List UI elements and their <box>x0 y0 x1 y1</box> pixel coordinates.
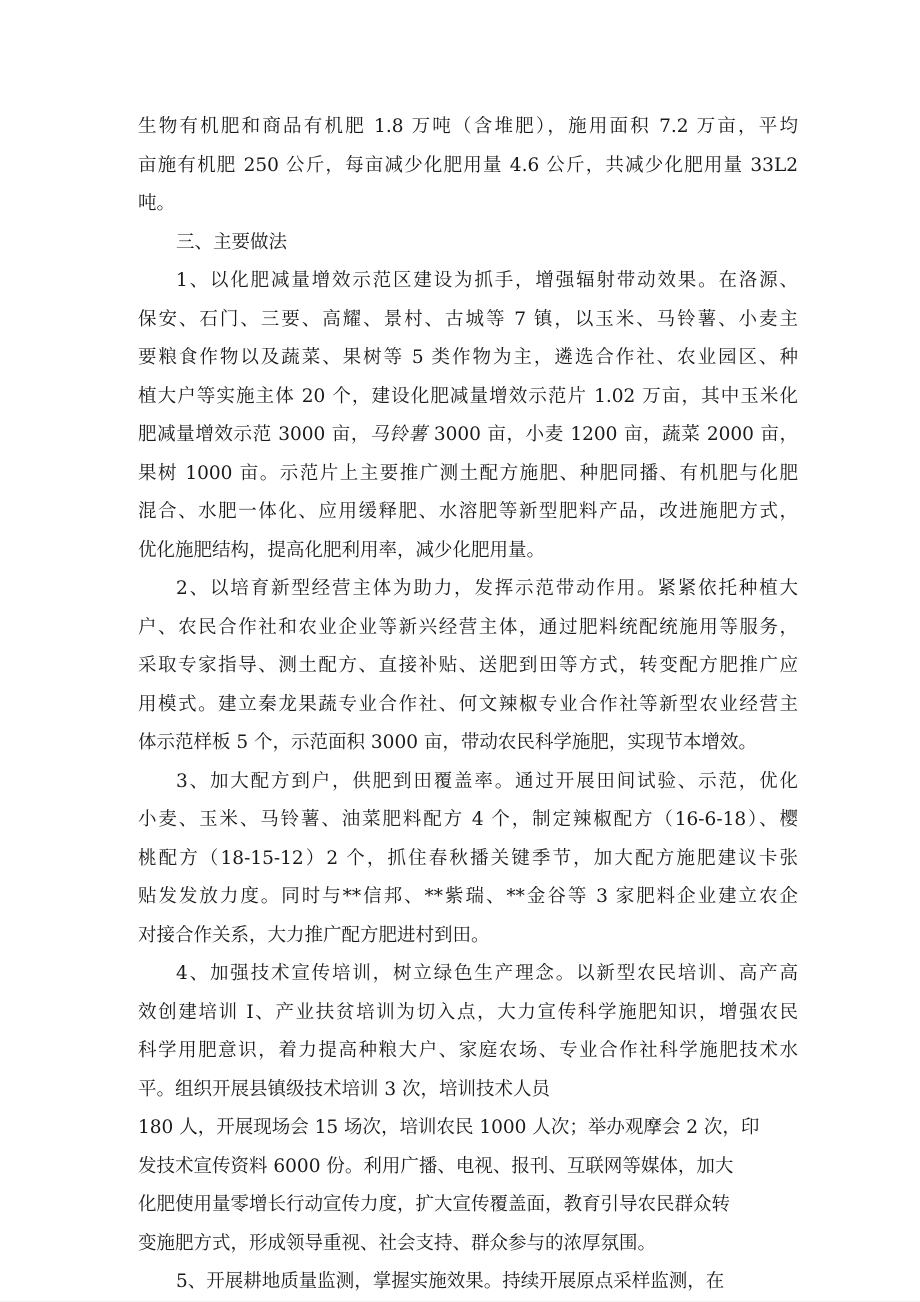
item3-paragraph <box>138 763 798 956</box>
text-segment: 肥减量增效示范 3000 亩， <box>138 424 371 445</box>
text-line: 混合、水肥一体化、应用缓释肥、水溶肥等新型肥料产品，改进施肥方式， <box>138 501 798 522</box>
document-body <box>138 108 798 1302</box>
text-line: 1、以化肥减量增效示范区建设为抓手，增强辐射带动效果。在洛源、 <box>176 270 798 291</box>
text-line: 3、加大配方到户，供肥到田覆盖率。通过开展田间试验、示范，优化 <box>176 770 798 792</box>
item5-paragraph <box>138 1263 798 1302</box>
item4-paragraph <box>138 955 798 1263</box>
text-line: 用模式。建立秦龙果蔬专业合作社、何文辣椒专业合作社等新型农业经营主 <box>138 693 798 715</box>
text-line: 户、农民合作社和农业企业等新兴经营主体，通过肥料统配统施用等服务， <box>138 616 798 638</box>
intro-paragraph <box>138 108 798 224</box>
text-line: 效创建培训 I、产业扶贫培训为切入点，大力宣传科学施肥知识，增强农民 <box>138 1001 798 1023</box>
text-line: 180 人，开展现场会 15 场次，培训农民 1000 人次；举办观摩会 2 次，印 <box>138 1117 760 1138</box>
italic-text-segment: 马铃薯 <box>370 424 428 445</box>
text-line: 对接合作关系，大力推广配方肥进村到田。 <box>138 924 490 946</box>
text-line: 化肥使用量零增长行动宣传力度，扩大宣传覆盖面，教育引导农民群众转 <box>138 1194 731 1215</box>
text-line: 果树 1000 亩。示范片上主要推广测土配方施肥、种肥同播、有机肥与化肥 <box>138 462 798 484</box>
text-line: 生物有机肥和商品有机肥 1.8 万吨（含堆肥），施用面积 7.2 万亩，平均 <box>138 116 798 137</box>
text-line: 植大户等实施主体 20 个，建设化肥减量增效示范片 1.02 万亩，其中玉米化 <box>138 385 798 407</box>
section-heading: 三、主要做法 <box>176 231 288 253</box>
text-line: 2、以培育新型经营主体为助力，发挥示范带动作用。紧紧依托种植大 <box>176 578 798 599</box>
text-line: 亩施有机肥 250 公斤，每亩减少化肥用量 4.6 公斤，共减少化肥用量 33L2 <box>138 154 798 176</box>
text-segment: 3000 亩，小麦 1200 亩，蔬菜 2000 亩， <box>427 424 798 445</box>
text-line: 保安、石门、三要、高耀、景村、古城等 7 镇，以玉米、马铃薯、小麦主 <box>138 308 798 330</box>
text-line: 变施肥方式，形成领导重视、社会支持、群众参与的浓厚氛围。 <box>138 1232 657 1254</box>
text-line: 科学用肥意识，着力提高种粮大户、家庭农场、专业合作社科学施肥技术水 <box>138 1040 798 1061</box>
text-line: 小麦、玉米、马铃薯、油菜肥料配方 4 个，制定辣椒配方（16-6-18）、樱 <box>138 809 798 830</box>
text-line: 吨。 <box>138 193 176 214</box>
text-line: 要粮食作物以及蔬菜、果树等 5 类作物为主，遴选合作社、农业园区、种 <box>138 347 798 368</box>
text-line: 贴发发放力度。同时与**信邦、**紫瑞、**金谷等 3 家肥料企业建立农企 <box>138 886 798 907</box>
text-line <box>138 416 798 455</box>
text-line: 4、加强技术宣传培训，树立绿色生产理念。以新型农民培训、高产高 <box>176 963 798 984</box>
item1-paragraph <box>138 262 798 570</box>
text-line: 体示范样板 5 个，示范面积 3000 亩，带动农民科学施肥，实现节本增效。 <box>138 732 757 753</box>
text-line: 优化施肥结构，提高化肥利用率，减少化肥用量。 <box>138 539 546 561</box>
item2-paragraph <box>138 570 798 763</box>
text-line: 桃配方（18-15-12）2 个，抓住春秋播关键季节，加大配方施肥建议卡张 <box>138 847 798 869</box>
text-line: 发技术宣传资料 6000 份。利用广播、电视、报刊、互联网等媒体，加大 <box>138 1155 734 1177</box>
text-line: 平。组织开展县镇级技术培训 3 次，培训技术人员 <box>138 1078 551 1100</box>
text-line: 5、开展耕地质量监测，掌握实施效果。持续开展原点采样监测，在 <box>176 1271 725 1292</box>
text-line: 采取专家指导、测土配方、直接补贴、送肥到田等方式，转变配方肥推广应 <box>138 655 798 676</box>
